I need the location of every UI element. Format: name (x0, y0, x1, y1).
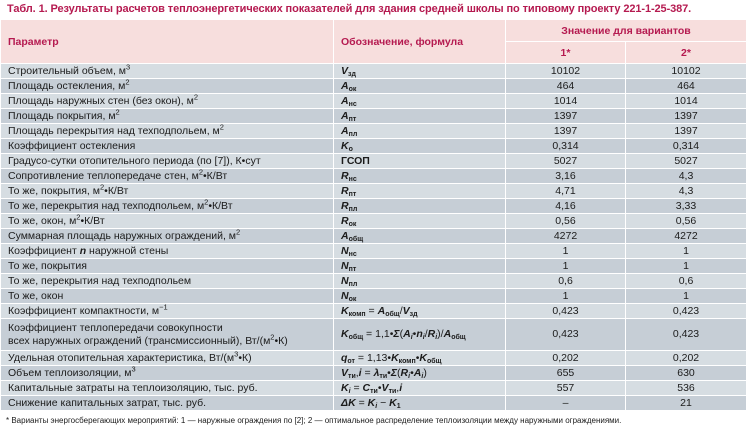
cell-value-variant-1: 0,423 (506, 319, 626, 351)
table-row (1, 319, 746, 351)
cell-value-variant-2: 1397 (626, 109, 746, 124)
table-row (1, 229, 746, 244)
cell-parameter: Коэффициент компактности, $м^{-1}$ (1, 304, 334, 319)
table-row (1, 124, 746, 139)
cell-parameter: Суммарная площадь наружных ограждений, $м^2$ (1, 229, 334, 244)
cell-value-variant-2: 1 (626, 289, 746, 304)
header-param: Параметр (1, 20, 334, 64)
table-row (1, 154, 746, 169)
table-footnote: * Варианты энергосберегающих мероприятий: 1 — наружные ограждения по [2]; 2 — оптимальное распределение теплоизоляции между наружными ограждениями. (6, 416, 622, 425)
cell-value-variant-1: 557 (506, 381, 626, 396)
cell-parameter: То же, покрытия, $м^2•К/Вт$ (1, 184, 334, 199)
cell-formula: $K_i$ = $C_{ти}•V_{ти},i$ (334, 381, 506, 396)
table-row (1, 351, 746, 366)
header-variant-2: 2* (626, 42, 746, 64)
cell-formula: $K_{комп} = A_{общ}/V_{зд}$ (334, 304, 506, 319)
cell-formula: $A_{нс}$ (334, 94, 506, 109)
table-body (1, 64, 746, 411)
cell-value-variant-2: 0,423 (626, 304, 746, 319)
cell-value-variant-1: 0,314 (506, 139, 626, 154)
cell-parameter: Площадь перекрытия над техподпольем, $м^2$ (1, 124, 334, 139)
cell-formula: $N_{нс}$ (334, 244, 506, 259)
cell-formula: $A_{пл}$ (334, 124, 506, 139)
cell-value-variant-1: 0,423 (506, 304, 626, 319)
cell-formula: ГСОП (334, 154, 506, 169)
cell-value-variant-1: 1 (506, 259, 626, 274)
cell-value-variant-1: 655 (506, 366, 626, 381)
cell-formula: $R_{нс}$ (334, 169, 506, 184)
cell-value-variant-2: 4272 (626, 229, 746, 244)
table-row (1, 396, 746, 411)
cell-value-variant-2: 10102 (626, 64, 746, 79)
cell-value-variant-2: 4,3 (626, 184, 746, 199)
cell-value-variant-2: 21 (626, 396, 746, 411)
cell-parameter: Площадь наружных стен (без окон), $м^2$ (1, 94, 334, 109)
page-title: Табл. 1. Результаты расчетов теплоэнергетических показателей для здания средней школы по типовому проекту 221-1-25-387. (7, 3, 692, 15)
cell-formula: $R_{пт}$ (334, 184, 506, 199)
cell-parameter: То же, перекрытия над техподпольем, $м^2•К/Вт$ (1, 199, 334, 214)
cell-value-variant-1: 0,56 (506, 214, 626, 229)
cell-parameter: Удельная отопительная характеристика, $Вт/(м^3•К)$ (1, 351, 334, 366)
cell-value-variant-2: 1397 (626, 124, 746, 139)
cell-formula: $A_{общ}$ (334, 229, 506, 244)
table-row (1, 289, 746, 304)
cell-value-variant-2: 3,33 (626, 199, 746, 214)
cell-parameter: То же, перекрытия над техподпольем (1, 274, 334, 289)
cell-value-variant-1: 464 (506, 79, 626, 94)
cell-formula: $N_{пт}$ (334, 259, 506, 274)
table-row (1, 79, 746, 94)
cell-parameter: То же, окон (1, 289, 334, 304)
table-row (1, 169, 746, 184)
cell-value-variant-2: 0,6 (626, 274, 746, 289)
cell-formula: $N_{пл}$ (334, 274, 506, 289)
table-row (1, 184, 746, 199)
header-row-top (1, 20, 746, 42)
table-row (1, 244, 746, 259)
cell-formula: $R_{ок}$ (334, 214, 506, 229)
cell-formula: $q_{от}$ = $1,13•K_{комп}•K_{общ}$ (334, 351, 506, 366)
cell-formula: $R_{пл}$ (334, 199, 506, 214)
table-row (1, 139, 746, 154)
table-row (1, 259, 746, 274)
cell-value-variant-1: 1397 (506, 109, 626, 124)
cell-value-variant-1: – (506, 396, 626, 411)
cell-formula: $A_{пт}$ (334, 109, 506, 124)
cell-parameter: Коэффициент n наружной стены (1, 244, 334, 259)
cell-parameter: То же, покрытия (1, 259, 334, 274)
table-row (1, 94, 746, 109)
cell-value-variant-2: 4,3 (626, 169, 746, 184)
cell-parameter: Коэффициент теплопередачи совокупности всех наружных ограждений (трансмиссионный), $Вт/(м^2•К)$ (1, 319, 334, 351)
cell-value-variant-1: 5027 (506, 154, 626, 169)
cell-value-variant-2: 0,56 (626, 214, 746, 229)
cell-parameter: Градусо-сутки отопительного периода (по [7]), К•сут (1, 154, 334, 169)
table-row (1, 274, 746, 289)
cell-value-variant-2: 1014 (626, 94, 746, 109)
table-row (1, 109, 746, 124)
cell-value-variant-1: 4,16 (506, 199, 626, 214)
cell-value-variant-2: 0,423 (626, 319, 746, 351)
cell-value-variant-2: 0,202 (626, 351, 746, 366)
cell-value-variant-2: 1 (626, 244, 746, 259)
cell-value-variant-1: 1 (506, 289, 626, 304)
results-table (0, 19, 746, 411)
cell-value-variant-1: 0,202 (506, 351, 626, 366)
table-row (1, 64, 746, 79)
table-row (1, 304, 746, 319)
table-row (1, 199, 746, 214)
cell-value-variant-2: 5027 (626, 154, 746, 169)
cell-value-variant-1: 10102 (506, 64, 626, 79)
cell-formula: $V_{зд}$ (334, 64, 506, 79)
table-row (1, 214, 746, 229)
cell-formula: $A_{ок}$ (334, 79, 506, 94)
cell-formula: $K_{общ}$ = $1,1•\Sigma(A_i•n_i/R_i)/A_{общ}$ (334, 319, 506, 351)
cell-parameter: Снижение капитальных затрат, тыс. руб. (1, 396, 334, 411)
cell-value-variant-1: 0,6 (506, 274, 626, 289)
cell-formula: $N_{ок}$ (334, 289, 506, 304)
cell-value-variant-1: 1397 (506, 124, 626, 139)
cell-value-variant-2: 536 (626, 381, 746, 396)
table-row (1, 366, 746, 381)
cell-value-variant-2: 0,314 (626, 139, 746, 154)
cell-formula: $V_{ти},i$ = $\lambda_{ти}•\Sigma(R_i•A_i)$ (334, 366, 506, 381)
cell-value-variant-2: 630 (626, 366, 746, 381)
cell-parameter: То же, окон, $м^2•К/Вт$ (1, 214, 334, 229)
header-formula: Обозначение, формула (334, 20, 506, 64)
cell-parameter: Площадь остекления, $м^2$ (1, 79, 334, 94)
cell-value-variant-2: 464 (626, 79, 746, 94)
table-row (1, 381, 746, 396)
cell-parameter: Строительный объем, $м^3$ (1, 64, 334, 79)
cell-value-variant-1: 3,16 (506, 169, 626, 184)
cell-parameter: Сопротивление теплопередаче стен, $м^2•К/Вт$ (1, 169, 334, 184)
header-variant-1: 1* (506, 42, 626, 64)
cell-parameter: Объем теплоизоляции, $м^3$ (1, 366, 334, 381)
cell-value-variant-2: 1 (626, 259, 746, 274)
cell-value-variant-1: 4,71 (506, 184, 626, 199)
table-head (1, 20, 746, 64)
cell-formula: $\Delta K = K_i - K_1$ (334, 396, 506, 411)
cell-parameter: Коэффициент остекления (1, 139, 334, 154)
header-values-group: Значение для вариантов (506, 20, 746, 42)
cell-value-variant-1: 4272 (506, 229, 626, 244)
cell-value-variant-1: 1 (506, 244, 626, 259)
cell-value-variant-1: 1014 (506, 94, 626, 109)
cell-parameter: Площадь покрытия, $м^2$ (1, 109, 334, 124)
cell-formula: $K_о$ (334, 139, 506, 154)
cell-parameter: Капитальные затраты на теплоизоляцию, тыс. руб. (1, 381, 334, 396)
